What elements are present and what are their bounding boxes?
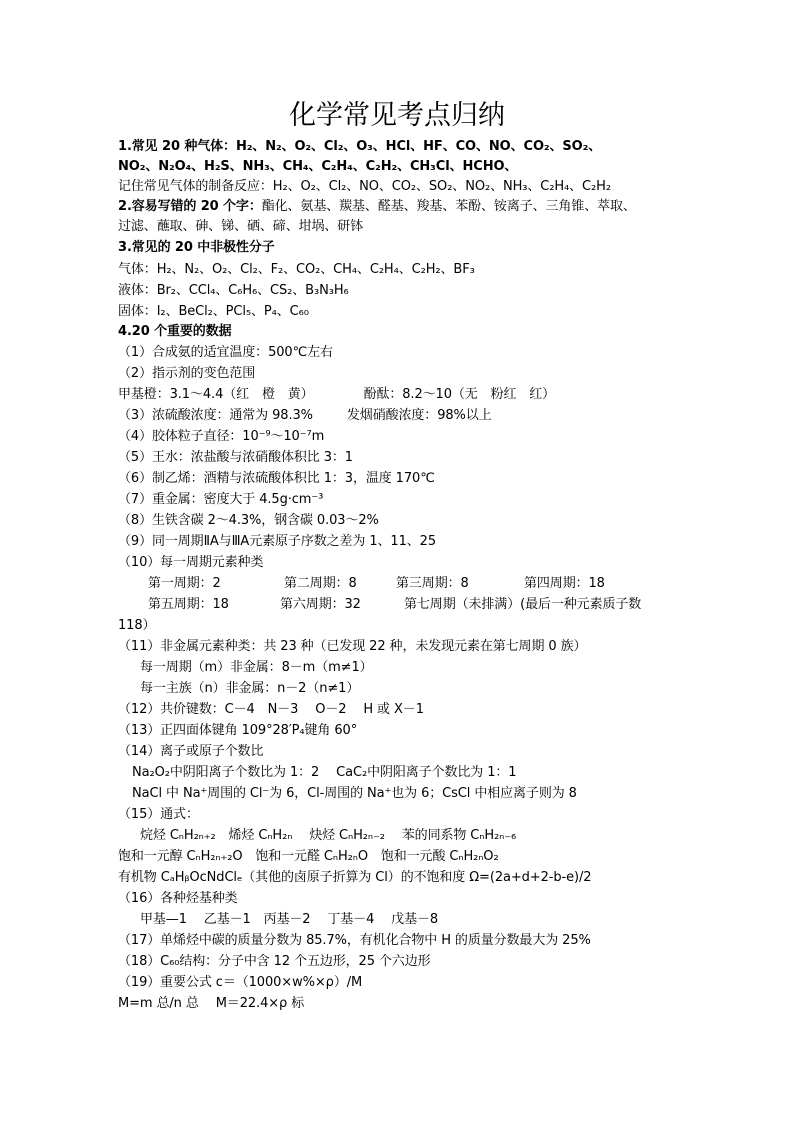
gas-prep-line: 记住常见气体的制备反应：H₂、O₂、Cl₂、NO、CO₂、SO₂、NO₂、NH₃、C₂H₄、C₂H₂ — [118, 179, 611, 194]
data-item-3 — [118, 406, 678, 426]
period-4: 第四周期：18 — [524, 576, 605, 591]
section-1-heading: 1.常见 20 种气体： — [118, 139, 236, 154]
periods-row-2 — [148, 595, 708, 615]
section-4-heading: 4.20 个重要的数据 — [118, 324, 232, 339]
period-6: 第六周期：32 — [280, 597, 361, 612]
methyl-orange-range: 甲基橙：3.1～4.4（红 橙 黄） — [118, 387, 314, 402]
data-item-11: （11）非金属元素种类：共 23 种（已发现 22 种，未发现元素在第七周期 0 族） — [118, 639, 587, 654]
page-title: 化学常见考点归纳 — [289, 100, 505, 131]
data-item-16: （16）各种烃基种类 — [118, 891, 238, 906]
words-list-a: 酯化、氨基、羰基、醛基、羧基、苯酚、铵离子、三角锥、萃取、 — [261, 199, 636, 214]
data-item-15: （15）通式： — [118, 807, 199, 822]
molar-mass-formula: M=m 总/n 总 M＝22.4×ρ 标 — [118, 996, 305, 1011]
phenolphthalein-range: 酚酞：8.2～10（无 粉红 红） — [363, 387, 556, 402]
nonpolar-gas: 气体：H₂、N₂、O₂、Cl₂、F₂、CO₂、CH₄、C₂H₄、C₂H₂、BF₃ — [118, 262, 475, 277]
data-item-5: （5）王水：浓盐酸与浓硝酸体积比 3：1 — [118, 450, 353, 465]
data-item-10: （10）每一周期元素种类 — [118, 555, 264, 570]
period-5: 第五周期：18 — [148, 597, 229, 612]
section-2-heading: 2.容易写错的 20 个字： — [118, 199, 262, 214]
periods-row-1 — [148, 574, 708, 594]
data-item-17: （17）单烯烃中碳的质量分数为 85.7%，有机化合物中 H 的质量分数最大为 25% — [118, 933, 591, 948]
hydrocarbon-formulas: 烷烃 CₙH₂ₙ₊₂ 烯烃 CₙH₂ₙ 炔烃 CₙH₂ₙ₋₂ 苯的同系物 CₙH₂ₙ₋₆ — [140, 828, 517, 843]
nonmetal-per-period: 每一周期（m）非金属：8－m（m≠1） — [140, 660, 373, 675]
data-item-9: （9）同一周期ⅡA与ⅢA元素原子序数之差为 1、11、25 — [118, 534, 437, 549]
gases-line-2: NO₂、N₂O₄、H₂S、NH₃、CH₄、C₂H₄、C₂H₂、CH₃Cl、HCHO、 — [118, 159, 518, 174]
data-item-1: （1）合成氨的适宜温度：500℃左右 — [118, 345, 333, 360]
gases-list-a: H₂、N₂、O₂、Cl₂、O₃、HCl、HF、CO、NO、CO₂、SO₂、 — [235, 139, 602, 154]
peroxide-ratio: Na₂O₂中阴阳离子个数比为 1：2 CaC₂中阴阳离子个数比为 1：1 — [132, 765, 517, 780]
unsaturation-degree: 有机物 CₐHᵦOcNdClₑ（其他的卤原子折算为 Cl）的不饱和度 Ω=(2a+d+2-b-e)/2 — [118, 870, 592, 885]
saturated-formulas: 饱和一元醇 CₙH₂ₙ₊₂O 饱和一元醛 CₙH₂ₙO 饱和一元酸 CₙH₂ₙO₂ — [118, 849, 499, 864]
period-1: 第一周期：2 — [148, 576, 221, 591]
data-item-6: （6）制乙烯：酒精与浓硫酸体积比 1：3，温度 170℃ — [118, 471, 435, 486]
period-7-continued: 118） — [118, 618, 156, 633]
sulfuric-acid-concentration: （3）浓硫酸浓度：通常为 98.3% — [118, 408, 313, 423]
nonpolar-solid: 固体：I₂、BeCl₂、PCl₅、P₄、C₆₀ — [118, 304, 309, 319]
data-item-18: （18）C₆₀结构：分子中含 12 个五边形，25 个六边形 — [118, 954, 431, 969]
nonpolar-liquid: 液体：Br₂、CCl₄、C₆H₆、CS₂、B₃N₃H₆ — [118, 283, 349, 298]
words-line-1 — [118, 197, 678, 217]
data-item-12: （12）共价键数：C－4 N－3 O－2 H 或 X－1 — [118, 702, 424, 717]
data-item-8: （8）生铁含碳 2～4.3%，钢含碳 0.03～2% — [118, 513, 379, 528]
data-item-14: （14）离子或原子个数比 — [118, 744, 264, 759]
gases-line-1 — [118, 137, 678, 157]
data-item-19: （19）重要公式 c＝（1000×w%×ρ）/M — [118, 975, 363, 990]
data-item-2: （2）指示剂的变色范围 — [118, 366, 256, 381]
data-item-4: （4）胶体粒子直径：10⁻⁹～10⁻⁷m — [118, 429, 325, 444]
alkyl-group-counts: 甲基—1 乙基－1 丙基－2 丁基－4 戊基－8 — [140, 912, 439, 927]
words-line-2: 过滤、蘸取、砷、锑、硒、碲、坩埚、研钵 — [118, 219, 364, 234]
nonmetal-per-group: 每一主族（n）非金属：n－2（n≠1） — [140, 681, 360, 696]
data-item-7: （7）重金属：密度大于 4.5g·cm⁻³ — [118, 492, 324, 507]
period-3: 第三周期：8 — [396, 576, 469, 591]
period-2: 第二周期：8 — [284, 576, 357, 591]
indicator-line — [118, 385, 678, 405]
period-7: 第七周期（未排满）(最后一种元素质子数 — [404, 597, 642, 612]
crystal-coordination: NaCl 中 Na⁺周围的 Cl⁻为 6，Cl-周围的 Na⁺也为 6；CsCl 中相应离子则为 8 — [132, 786, 577, 801]
data-item-13: （13）正四面体键角 109°28′P₄键角 60° — [118, 723, 358, 738]
fuming-nitric-acid-concentration: 发烟硝酸浓度：98%以上 — [346, 408, 492, 423]
section-3-heading: 3.常见的 20 中非极性分子 — [118, 240, 275, 255]
